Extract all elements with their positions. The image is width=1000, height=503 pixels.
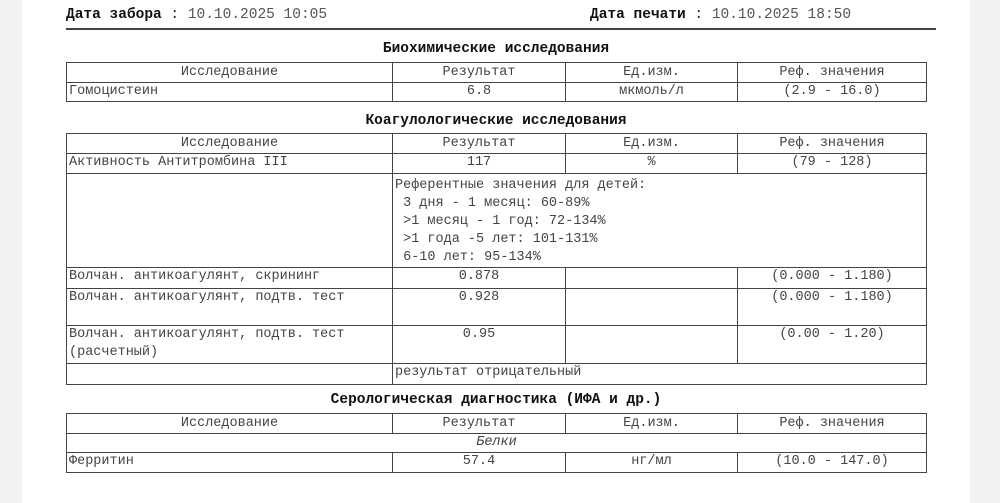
- coag-table: [66, 133, 927, 385]
- group-row: [67, 434, 927, 453]
- result: 6.8: [393, 83, 566, 102]
- col-header: Исследование: [67, 134, 393, 154]
- unit: %: [566, 154, 738, 174]
- ref-range: (0.000 - 1.180): [738, 268, 927, 289]
- table-row: [67, 83, 927, 102]
- ref-range: (2.9 - 16.0): [738, 83, 927, 102]
- col-header: Результат: [393, 414, 566, 434]
- section-title: Серологическая диагностика (ИФА и др.): [330, 392, 662, 408]
- table-row: [67, 154, 927, 174]
- serology-table: [66, 413, 927, 473]
- unit: нг/мл: [566, 453, 738, 473]
- unit: [566, 268, 738, 289]
- test-name: Волчан. антикоагулянт, скрининг: [67, 268, 393, 289]
- biochem-table: [66, 62, 927, 102]
- report-page: [22, 0, 970, 503]
- result: 0.928: [393, 289, 566, 326]
- col-header: Результат: [393, 63, 566, 83]
- result: 0.878: [393, 268, 566, 289]
- test-name: Волчан. антикоагулянт, подтв. тест: [67, 289, 393, 326]
- ref-range: (0.000 - 1.180): [738, 289, 927, 326]
- col-header: Ед.изм.: [566, 63, 738, 83]
- header-divider: [66, 28, 936, 30]
- empty-cell: [67, 364, 393, 385]
- section-title: Биохимические исследования: [382, 41, 610, 57]
- section-title: Коагулологические исследования: [365, 113, 627, 129]
- table-row: [67, 326, 927, 364]
- table-header: [67, 63, 927, 83]
- print-date: Дата печати : 10.10.2025 18:50: [590, 7, 852, 23]
- table-header: [67, 134, 927, 154]
- test-name: Активность Антитромбина III: [67, 154, 393, 174]
- col-header: Ед.изм.: [566, 134, 738, 154]
- col-header: Исследование: [67, 414, 393, 434]
- collection-date: Дата забора : 10.10.2025 10:05: [66, 7, 328, 23]
- ref-range: (10.0 - 147.0): [738, 453, 927, 473]
- table-row: [67, 268, 927, 289]
- table-row-note: [67, 174, 927, 268]
- test-name: Волчан. антикоагулянт, подтв. тест (расчетный): [67, 326, 393, 364]
- result: 0.95: [393, 326, 566, 364]
- result-note: результат отрицательный: [393, 364, 927, 385]
- col-header: Исследование: [67, 63, 393, 83]
- unit: [566, 289, 738, 326]
- col-header: Результат: [393, 134, 566, 154]
- result: 57.4: [393, 453, 566, 473]
- empty-cell: [67, 174, 393, 268]
- test-name: Гомоцистеин: [67, 83, 393, 102]
- col-header: Реф. значения: [738, 63, 927, 83]
- group-label: Белки: [67, 434, 927, 453]
- test-name: Ферритин: [67, 453, 393, 473]
- ref-range: (79 - 128): [738, 154, 927, 174]
- unit: мкмоль/л: [566, 83, 738, 102]
- pediatric-ref-note: Референтные значения для детей: 3 дня - 1 месяц: 60-89% >1 месяц - 1 год: 72-134% >1 года -5 лет: 101-131% 6-10 лет: 95-134%: [393, 174, 927, 268]
- col-header: Реф. значения: [738, 414, 927, 434]
- table-row-note: [67, 364, 927, 385]
- col-header: Реф. значения: [738, 134, 927, 154]
- table-row: [67, 289, 927, 326]
- unit: [566, 326, 738, 364]
- table-row: [67, 453, 927, 473]
- table-header: [67, 414, 927, 434]
- col-header: Ед.изм.: [566, 414, 738, 434]
- result: 117: [393, 154, 566, 174]
- ref-range: (0.00 - 1.20): [738, 326, 927, 364]
